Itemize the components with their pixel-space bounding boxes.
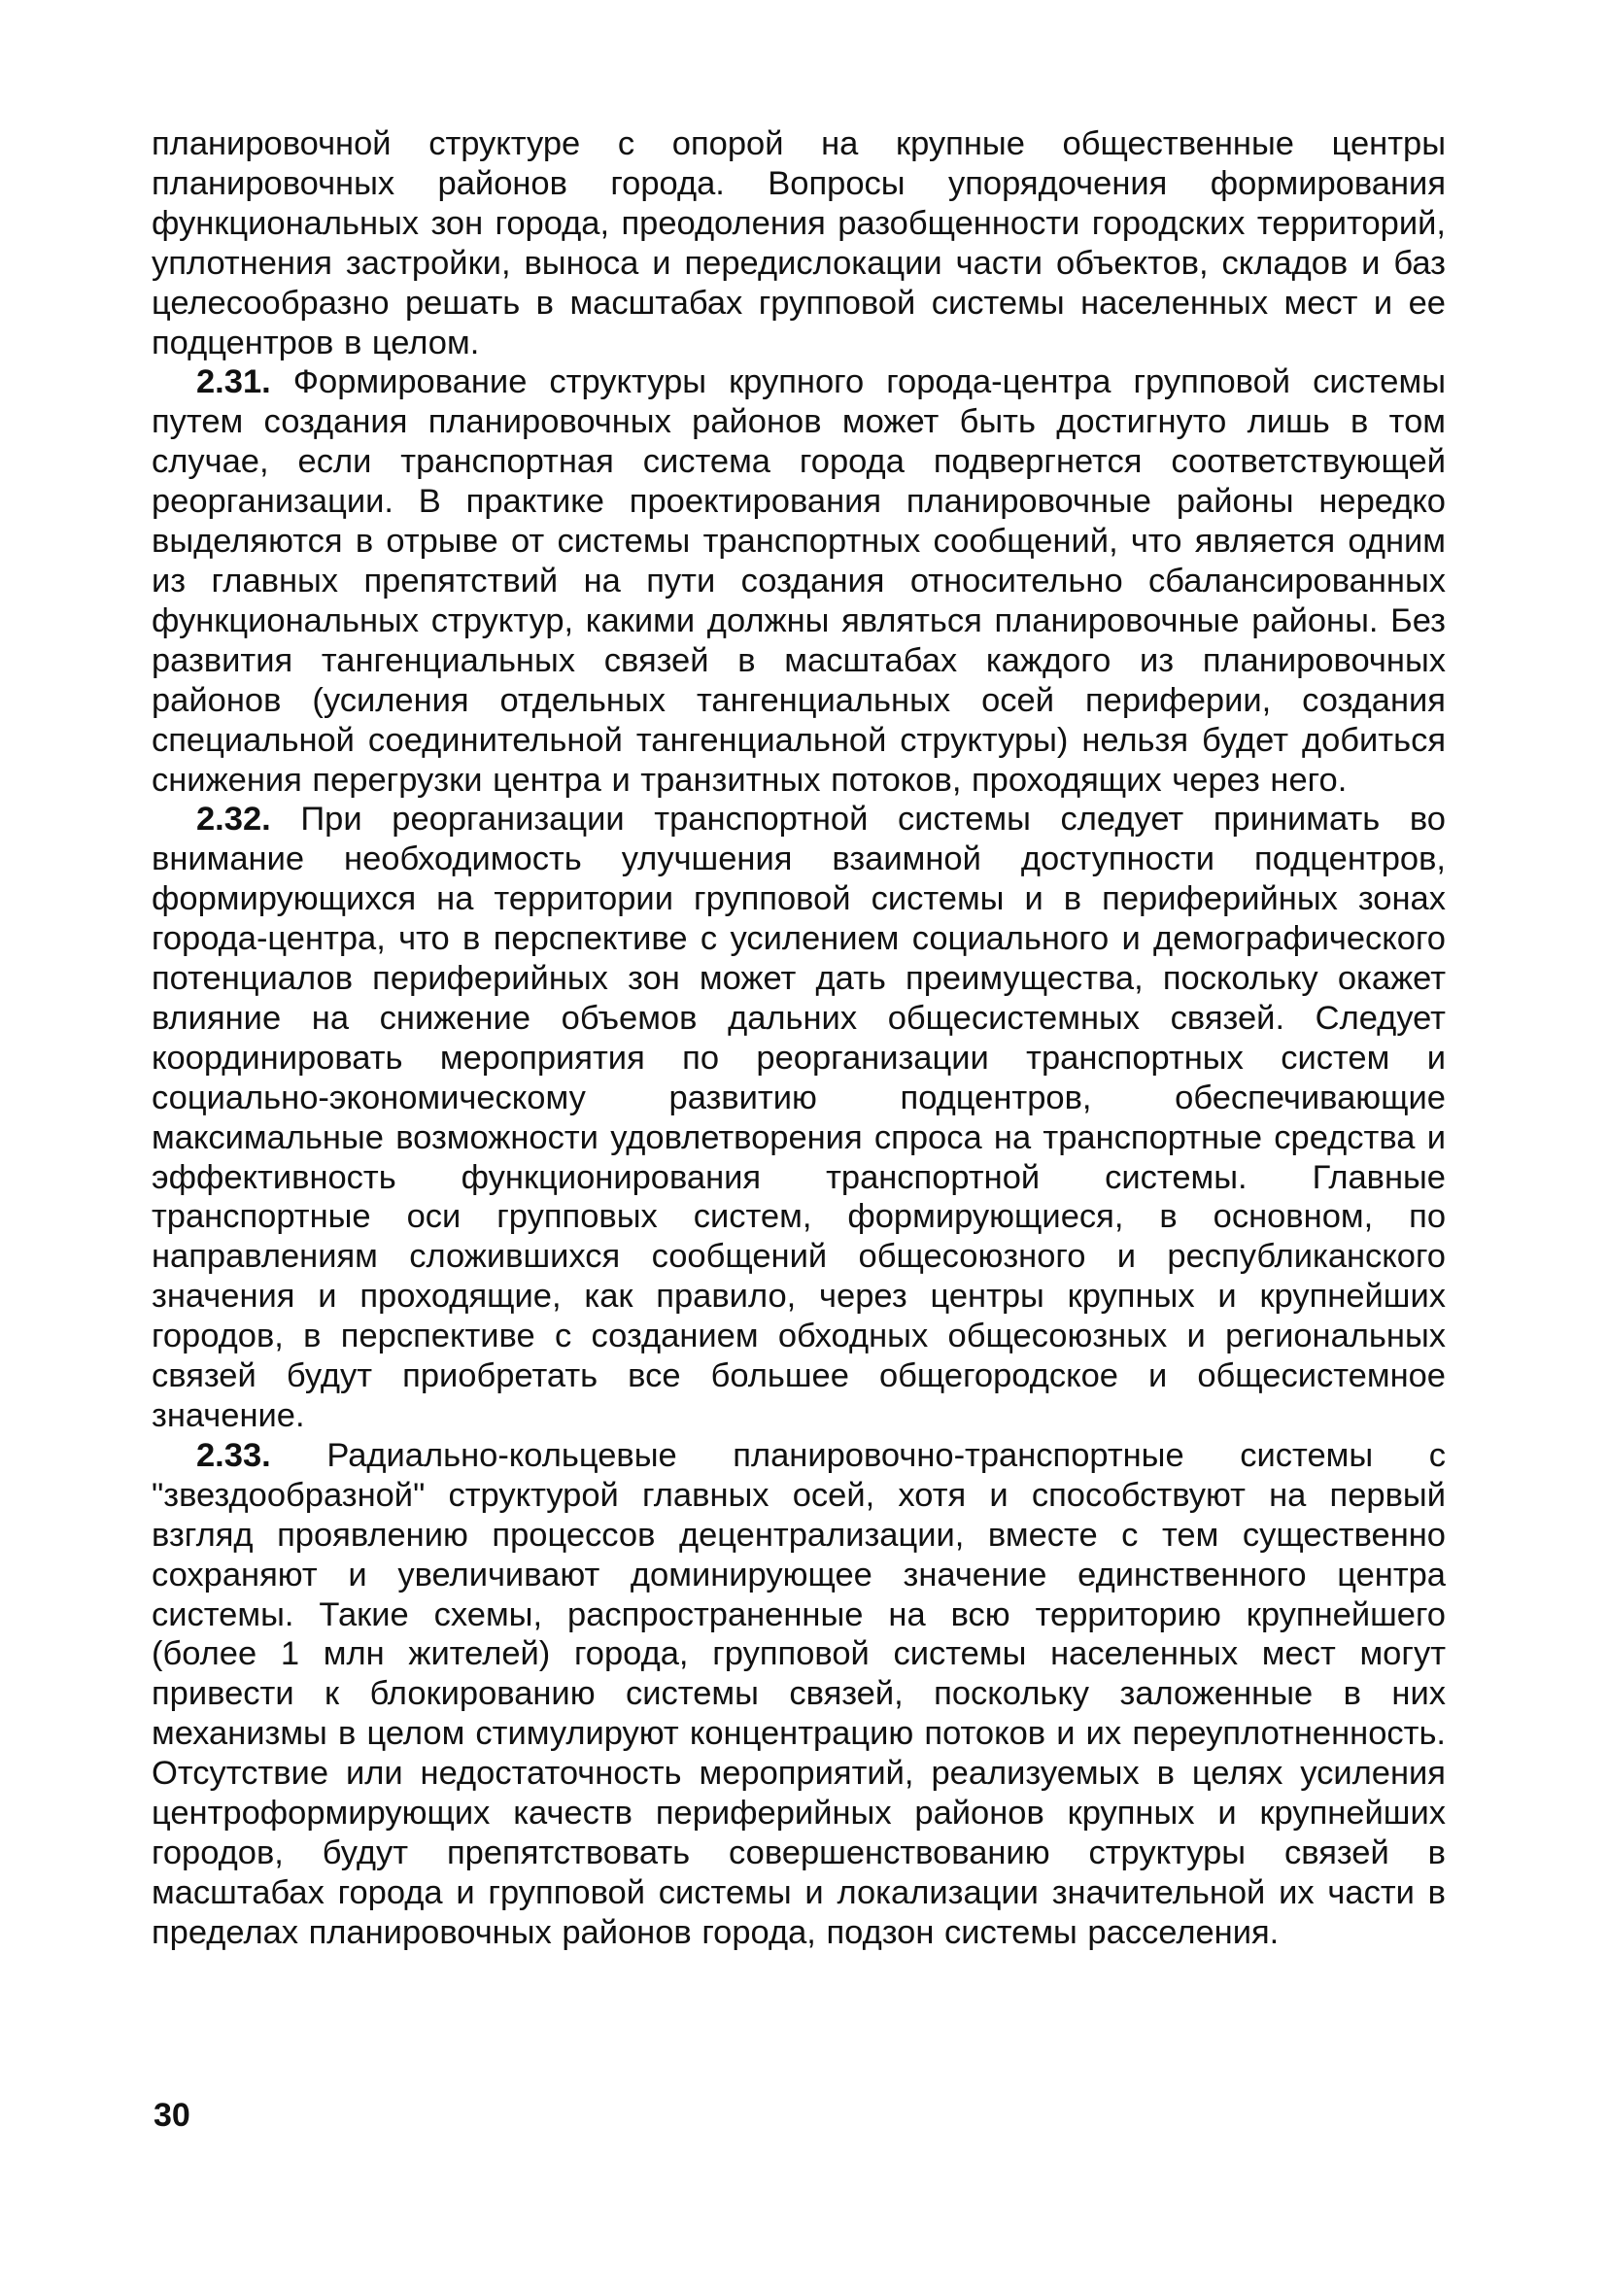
section-number: 2.32. bbox=[196, 801, 271, 839]
paragraph-continuation bbox=[152, 124, 1446, 362]
section-number: 2.31. bbox=[196, 363, 271, 401]
text-column bbox=[152, 124, 1446, 1953]
page-number: 30 bbox=[154, 2097, 190, 2134]
paragraph-2-32 bbox=[152, 800, 1446, 1436]
paragraph-text: Формирование структуры крупного города-центра групповой системы путем создания планировочных районов может быть достигнуто лишь в том случае, если транспортная система города подвергнется соответствующей реорганизации. В практике проектирования планировочные районы нередко выделяются в отрыве от системы транспортных сообщений, что является одним из главных препятствий на пути создания относительно сбалансированных функциональных структур, какими должны являться планировочные районы. Без развития тангенциальных связей в масштабах каждого из планировочных районов (усиления отдельных тангенциальных осей периферии, создания специальной соединительной тангенциальной структуры) нельзя будет добиться снижения перегрузки центра и транзитных потоков, проходящих через него. bbox=[152, 363, 1446, 799]
paragraph-text: Радиально-кольцевые планировочно-транспортные системы с "звездообразной" структурой главных осей, хотя и способствуют на первый взгляд проявлению процессов децентрализации, вместе с тем существенно сохраняют и увеличивают доминирующее значение единственного центра системы. Такие схемы, распространенные на всю территорию крупнейшего (более 1 млн жителей) города, групповой системы населенных мест могут привести к блокированию системы связей, поскольку заложенные в них механизмы в целом стимулируют концентрацию потоков и их переуплотненность. Отсутствие или недостаточность мероприятий, реализуемых в целях усиления центроформирующих качеств периферийных районов крупных и крупнейших городов, будут препятствовать совершенствованию структуры связей в масштабах города и групповой системы и локализации значительной их части в пределах планировочных районов города, подзон системы расселения. bbox=[152, 1436, 1446, 1951]
section-number: 2.33. bbox=[196, 1436, 271, 1474]
paragraph-2-33 bbox=[152, 1436, 1446, 1953]
paragraph-2-31 bbox=[152, 362, 1446, 800]
paragraph-text: планировочной структуре с опорой на крупные общественные центры планировочных районов города. Вопросы упорядочения формирования функциональных зон города, преодоления разобщенности городских территорий, уплотнения застройки, выноса и передислокации части объектов, складов и баз целесообразно решать в масштабах групповой системы населенных мест и ее подцентров в целом. bbox=[152, 125, 1446, 361]
paragraph-text: При реорганизации транспортной системы следует принимать во внимание необходимость улучшения взаимной доступности подцентров, формирующихся на территории групповой системы и в периферийных зонах города-центра, что в перспективе с усилением социального и демографического потенциалов периферийных зон может дать преимущества, поскольку окажет влияние на снижение объемов дальних общесистемных связей. Следует координировать мероприятия по реорганизации транспортных систем и социально-экономическому развитию подцентров, обеспечивающие максимальные возможности удовлетворения спроса на транспортные средства и эффективность функционирования транспортной системы. Главные транспортные оси групповых систем, формирующиеся, в основном, по направлениям сложившихся сообщений общесоюзного и республиканского значения и проходящие, как правило, через центры крупных и крупнейших городов, в перспективе с созданием обходных общесоюзных и региональных связей будут приобретать все большее общегородское и общесистемное значение. bbox=[152, 801, 1446, 1434]
